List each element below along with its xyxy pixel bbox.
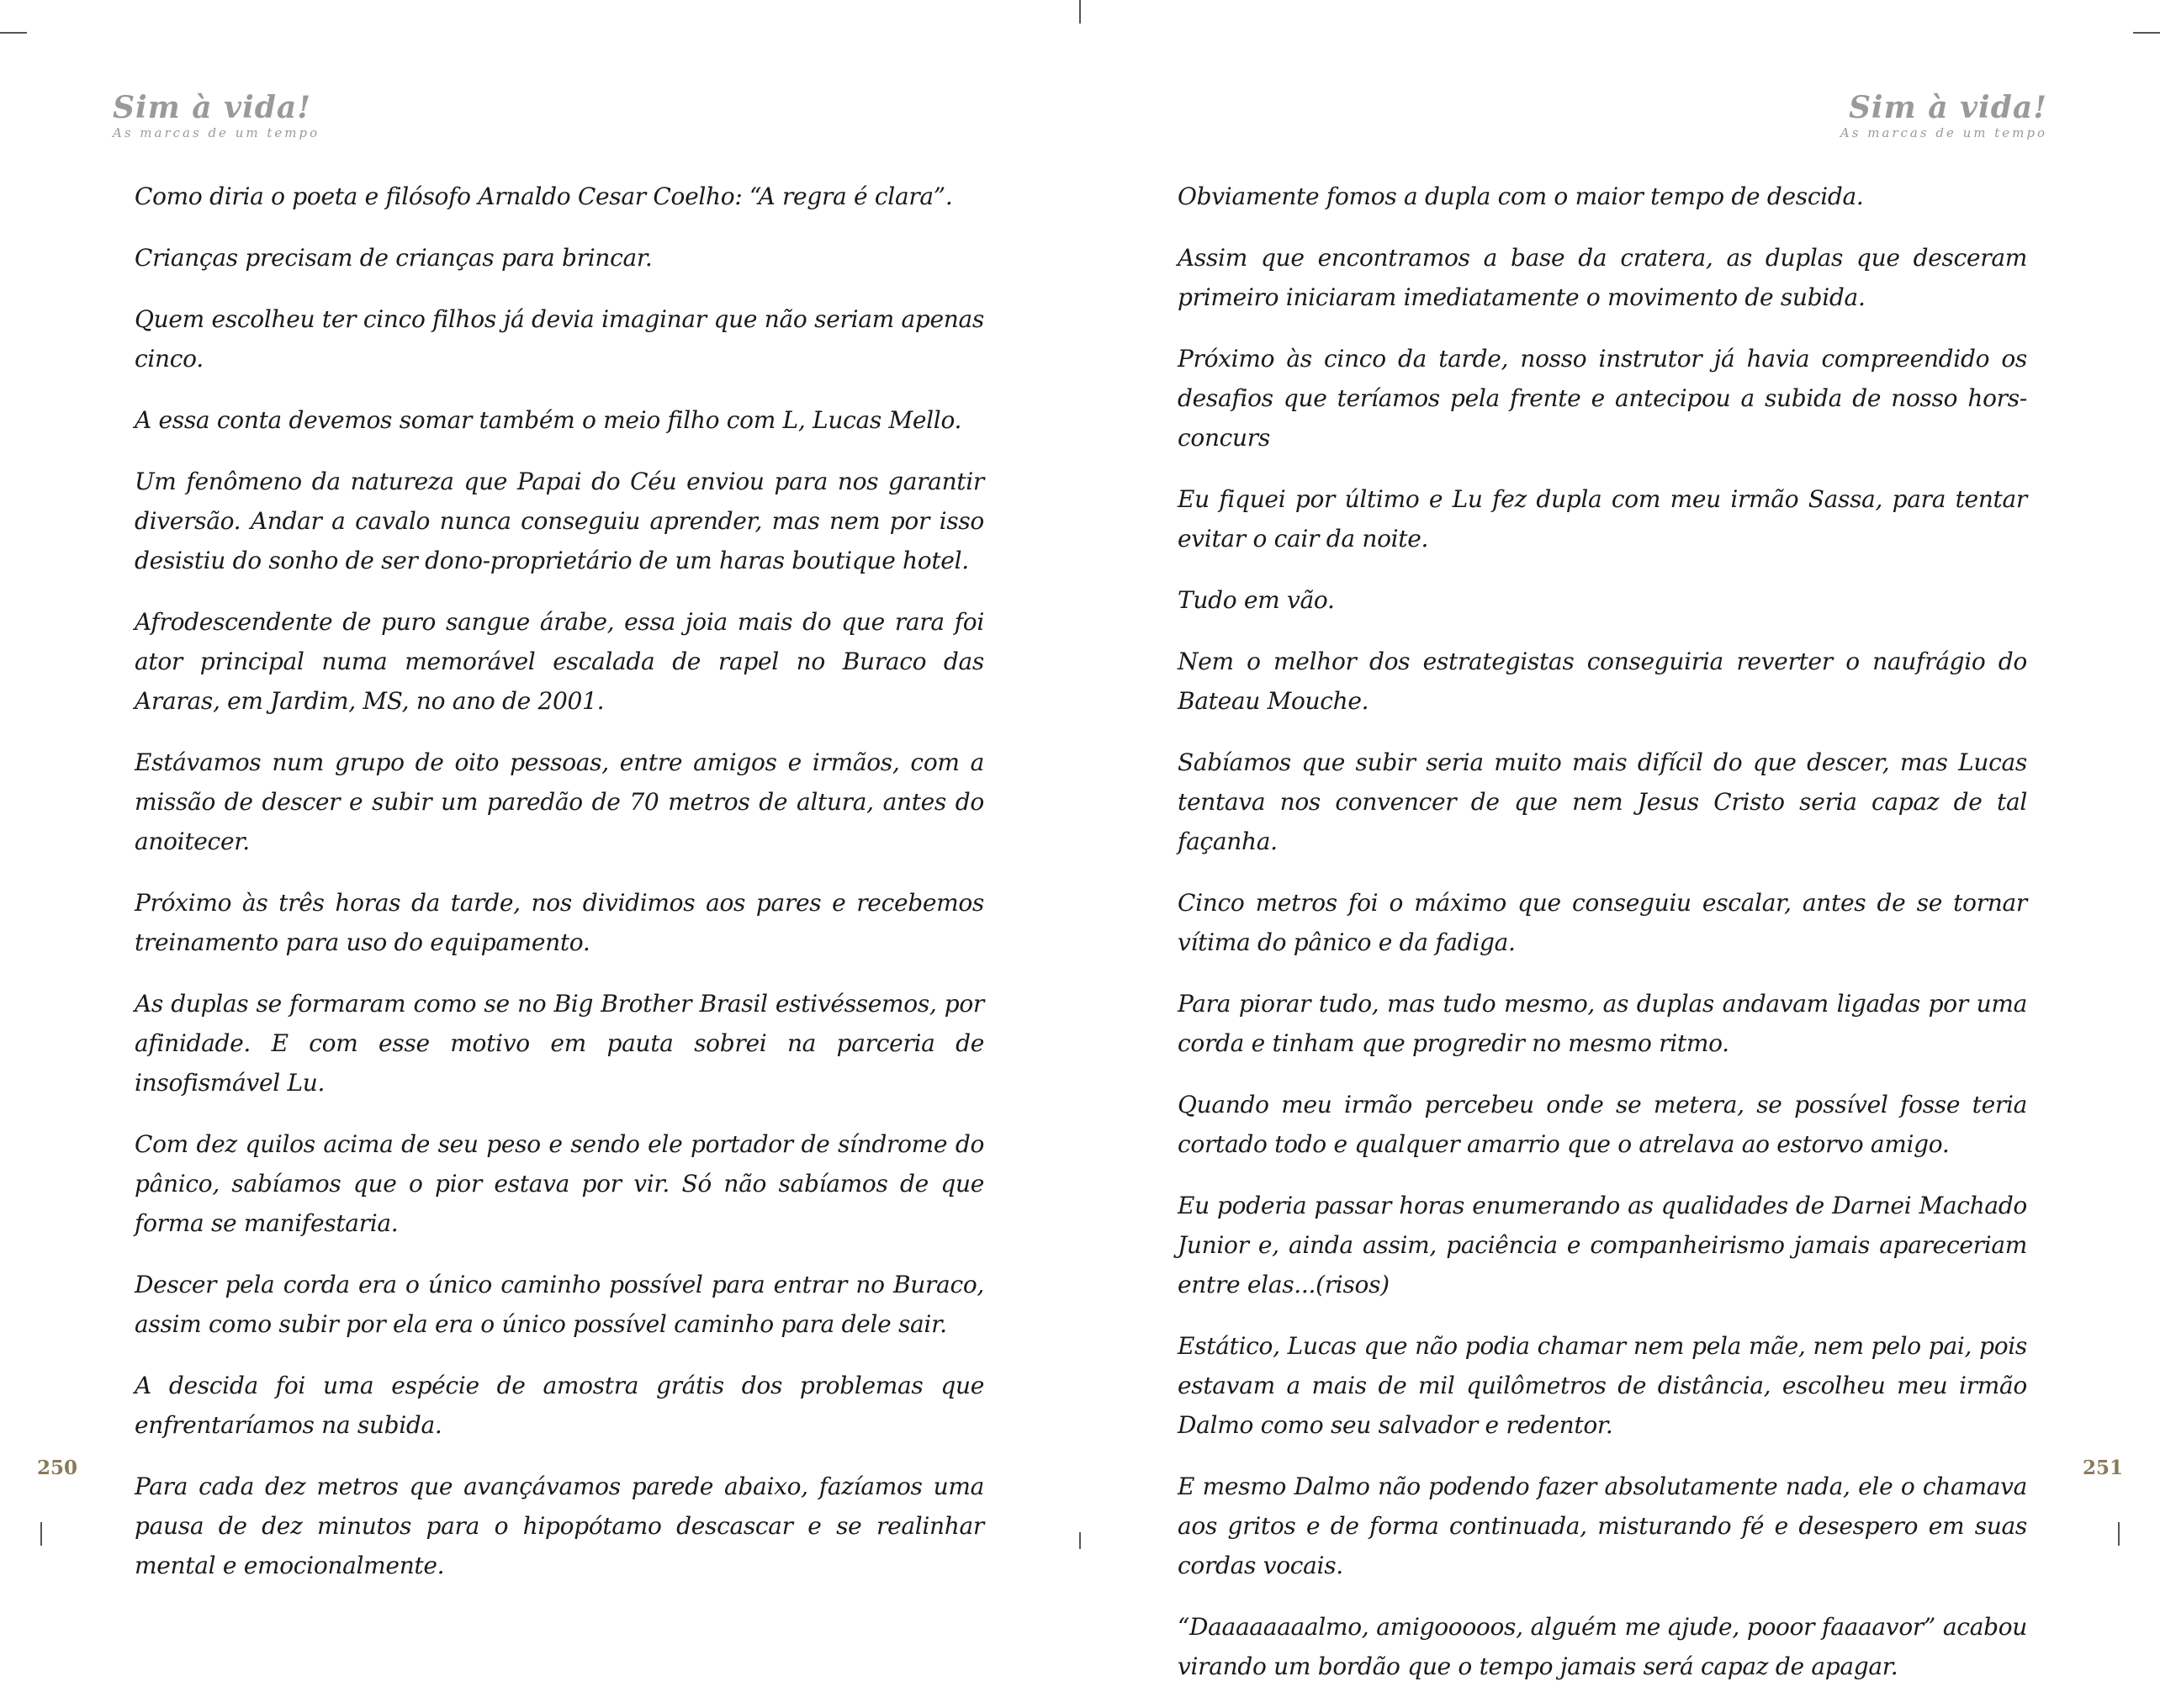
paragraph: As duplas se formaram como se no Big Brother Brasil estivéssemos, por afinidade. E com esse motivo em pauta sobrei na parceria de insofismável Lu. [135,990,984,1097]
paragraph: Tudo em vão. [1178,586,1335,614]
paragraph: A descida foi uma espécie de amostra grátis dos problemas que enfrentaríamos na subida. [135,1372,984,1439]
paragraph: Assim que encontramos a base da cratera, as duplas que desceram primeiro iniciaram imediatamente o movimento de subida. [1178,244,2027,311]
paragraph: Para cada dez metros que avançávamos parede abaixo, fazíamos uma pausa de dez minutos para o hipopótamo descascar e se realinhar mental e emocionalmente. [135,1473,984,1579]
paragraph: Com dez quilos acima de seu peso e sendo ele portador de síndrome do pânico, sabíamos que o pior estava por vir. Só não sabíamos de que forma se manifestaria. [135,1130,984,1237]
paragraph: Um fenômeno da natureza que Papai do Céu enviou para nos garantir diversão. Andar a cavalo nunca conseguiu aprender, mas nem por isso desistiu do sonho de ser dono-proprietário de um haras boutique hotel. [135,468,984,574]
page-number: 251 [2082,1457,2123,1479]
paragraph: Quando meu irmão percebeu onde se metera, se possível fosse teria cortado todo e qualquer amarrio que o atrelava ao estorvo amigo. [1178,1091,2027,1158]
paragraph: Descer pela corda era o único caminho possível para entrar no Buraco, assim como subir por ela era o único possível caminho para dele sair. [135,1271,984,1338]
paragraph: Cinco metros foi o máximo que conseguiu escalar, antes de se tornar vítima do pânico e da fadiga. [1178,889,2027,956]
book-subtitle: As marcas de um tempo [1840,125,2047,140]
right-page [1080,0,2160,1680]
running-header [113,91,320,141]
paragraph: Estávamos num grupo de oito pessoas, entre amigos e irmãos, com a missão de descer e subir um paredão de 70 metros de altura, antes do anoitecer. [135,748,984,855]
paragraph: Crianças precisam de crianças para brincar. [135,244,653,272]
running-header [1840,91,2047,141]
paragraph: Afrodescendente de puro sangue árabe, essa joia mais do que rara foi ator principal numa memorável escalada de rapel no Buraco das Araras, em Jardim, MS, no ano de 2001. [135,608,984,715]
paragraph: Estático, Lucas que não podia chamar nem pela mãe, nem pelo pai, pois estavam a mais de mil quilômetros de distância, escolheu meu irmão Dalmo como seu salvador e redentor. [1178,1332,2027,1439]
paragraph: Eu fiquei por último e Lu fez dupla com meu irmão Sassa, para tentar evitar o cair da noite. [1178,485,2027,553]
paragraph: Nem o melhor dos estrategistas conseguiria reverter o naufrágio do Bateau Mouche. [1178,648,2027,715]
paragraph: Eu poderia passar horas enumerando as qualidades de Darnei Machado Junior e, ainda assim, paciência e companheirismo jamais apareceriam entre elas...(risos) [1178,1192,2027,1298]
paragraph: A essa conta devemos somar também o meio filho com L, Lucas Mello. [135,406,962,434]
paragraph: Obviamente fomos a dupla com o maior tempo de descida. [1178,182,1864,210]
paragraph: E mesmo Dalmo não podendo fazer absolutamente nada, ele o chamava aos gritos e de forma continuada, misturando fé e desespero em suas cordas vocais. [1178,1473,2027,1579]
left-page [0,0,1080,1579]
paragraph: Próximo às três horas da tarde, nos dividimos aos pares e recebemos treinamento para uso do equipamento. [135,889,984,956]
paragraph: Como diria o poeta e filósofo Arnaldo Cesar Coelho: “A regra é clara”. [135,182,953,210]
book-title: Sim à vida! [1848,90,2047,125]
left-page-body [135,177,984,1607]
paragraph: Sabíamos que subir seria muito mais difícil do que descer, mas Lucas tentava nos convencer de que nem Jesus Cristo seria capaz de tal façanha. [1178,748,2027,855]
right-page-body [1178,177,2027,1708]
paragraph: Quem escolheu ter cinco filhos já devia imaginar que não seriam apenas cinco. [135,305,984,373]
paragraph: Próximo às cinco da tarde, nosso instrutor já havia compreendido os desafios que teríamos pela frente e antecipou a subida de nosso hors-concurs [1178,345,2027,452]
book-title: Sim à vida! [113,90,312,125]
paragraph: Para piorar tudo, mas tudo mesmo, as duplas andavam ligadas por uma corda e tinham que progredir no mesmo ritmo. [1178,990,2027,1057]
paragraph: “Daaaaaaaalmo, amigooooos, alguém me ajude, pooor faaaavor” acabou virando um bordão que o tempo jamais será capaz de apagar. [1178,1613,2027,1680]
page-number: 250 [37,1457,78,1479]
book-subtitle: As marcas de um tempo [113,125,320,140]
